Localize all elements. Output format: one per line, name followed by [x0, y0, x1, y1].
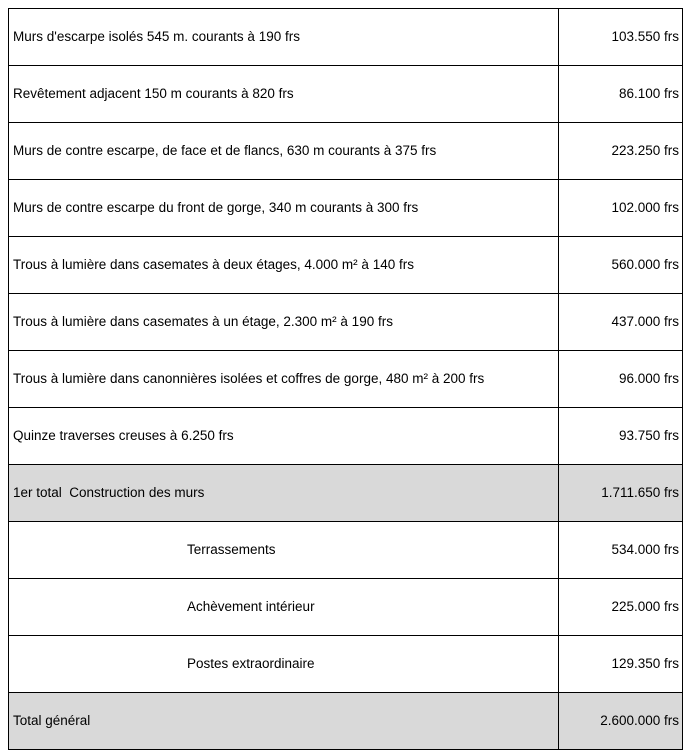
- subtotal-label-cell: 1er total Construction des murs: [9, 465, 559, 522]
- item-label-cell: Murs de contre escarpe du front de gorge, 340 m courants à 300 frs: [9, 180, 559, 237]
- table-row: [9, 123, 683, 180]
- item-label-cell: Postes extraordinaire: [9, 636, 559, 693]
- item-amount-cell: 437.000 frs: [559, 294, 683, 351]
- item-amount-cell: 129.350 frs: [559, 636, 683, 693]
- table-row: [9, 636, 683, 693]
- table-row: [9, 180, 683, 237]
- subtotal-row: [9, 465, 683, 522]
- item-label-cell: Terrassements: [9, 522, 559, 579]
- item-label-cell: Achèvement intérieur: [9, 579, 559, 636]
- item-amount-cell: 534.000 frs: [559, 522, 683, 579]
- item-label-cell: Trous à lumière dans canonnières isolées et coffres de gorge, 480 m² à 200 frs: [9, 351, 559, 408]
- item-label-cell: Trous à lumière dans casemates à deux étages, 4.000 m² à 140 frs: [9, 237, 559, 294]
- cost-table: [8, 8, 683, 750]
- subtotal-amount-cell: 1.711.650 frs: [559, 465, 683, 522]
- item-label-cell: Trous à lumière dans casemates à un étage, 2.300 m² à 190 frs: [9, 294, 559, 351]
- table-row: [9, 408, 683, 465]
- item-amount-cell: 225.000 frs: [559, 579, 683, 636]
- grand-total-amount-cell: 2.600.000 frs: [559, 693, 683, 750]
- item-label-cell: Murs d'escarpe isolés 545 m. courants à 190 frs: [9, 9, 559, 66]
- item-amount-cell: 223.250 frs: [559, 123, 683, 180]
- item-label-cell: Revêtement adjacent 150 m courants à 820 frs: [9, 66, 559, 123]
- table-row: [9, 294, 683, 351]
- table-row: [9, 351, 683, 408]
- item-label-cell: Quinze traverses creuses à 6.250 frs: [9, 408, 559, 465]
- table-row: [9, 237, 683, 294]
- grand-total-label-cell: Total général: [9, 693, 559, 750]
- item-amount-cell: 93.750 frs: [559, 408, 683, 465]
- table-row: [9, 9, 683, 66]
- item-amount-cell: 103.550 frs: [559, 9, 683, 66]
- item-amount-cell: 86.100 frs: [559, 66, 683, 123]
- table-row: [9, 522, 683, 579]
- table-row: [9, 579, 683, 636]
- item-amount-cell: 96.000 frs: [559, 351, 683, 408]
- item-label-cell: Murs de contre escarpe, de face et de flancs, 630 m courants à 375 frs: [9, 123, 559, 180]
- table-row: [9, 66, 683, 123]
- item-amount-cell: 560.000 frs: [559, 237, 683, 294]
- grand-total-row: [9, 693, 683, 750]
- item-amount-cell: 102.000 frs: [559, 180, 683, 237]
